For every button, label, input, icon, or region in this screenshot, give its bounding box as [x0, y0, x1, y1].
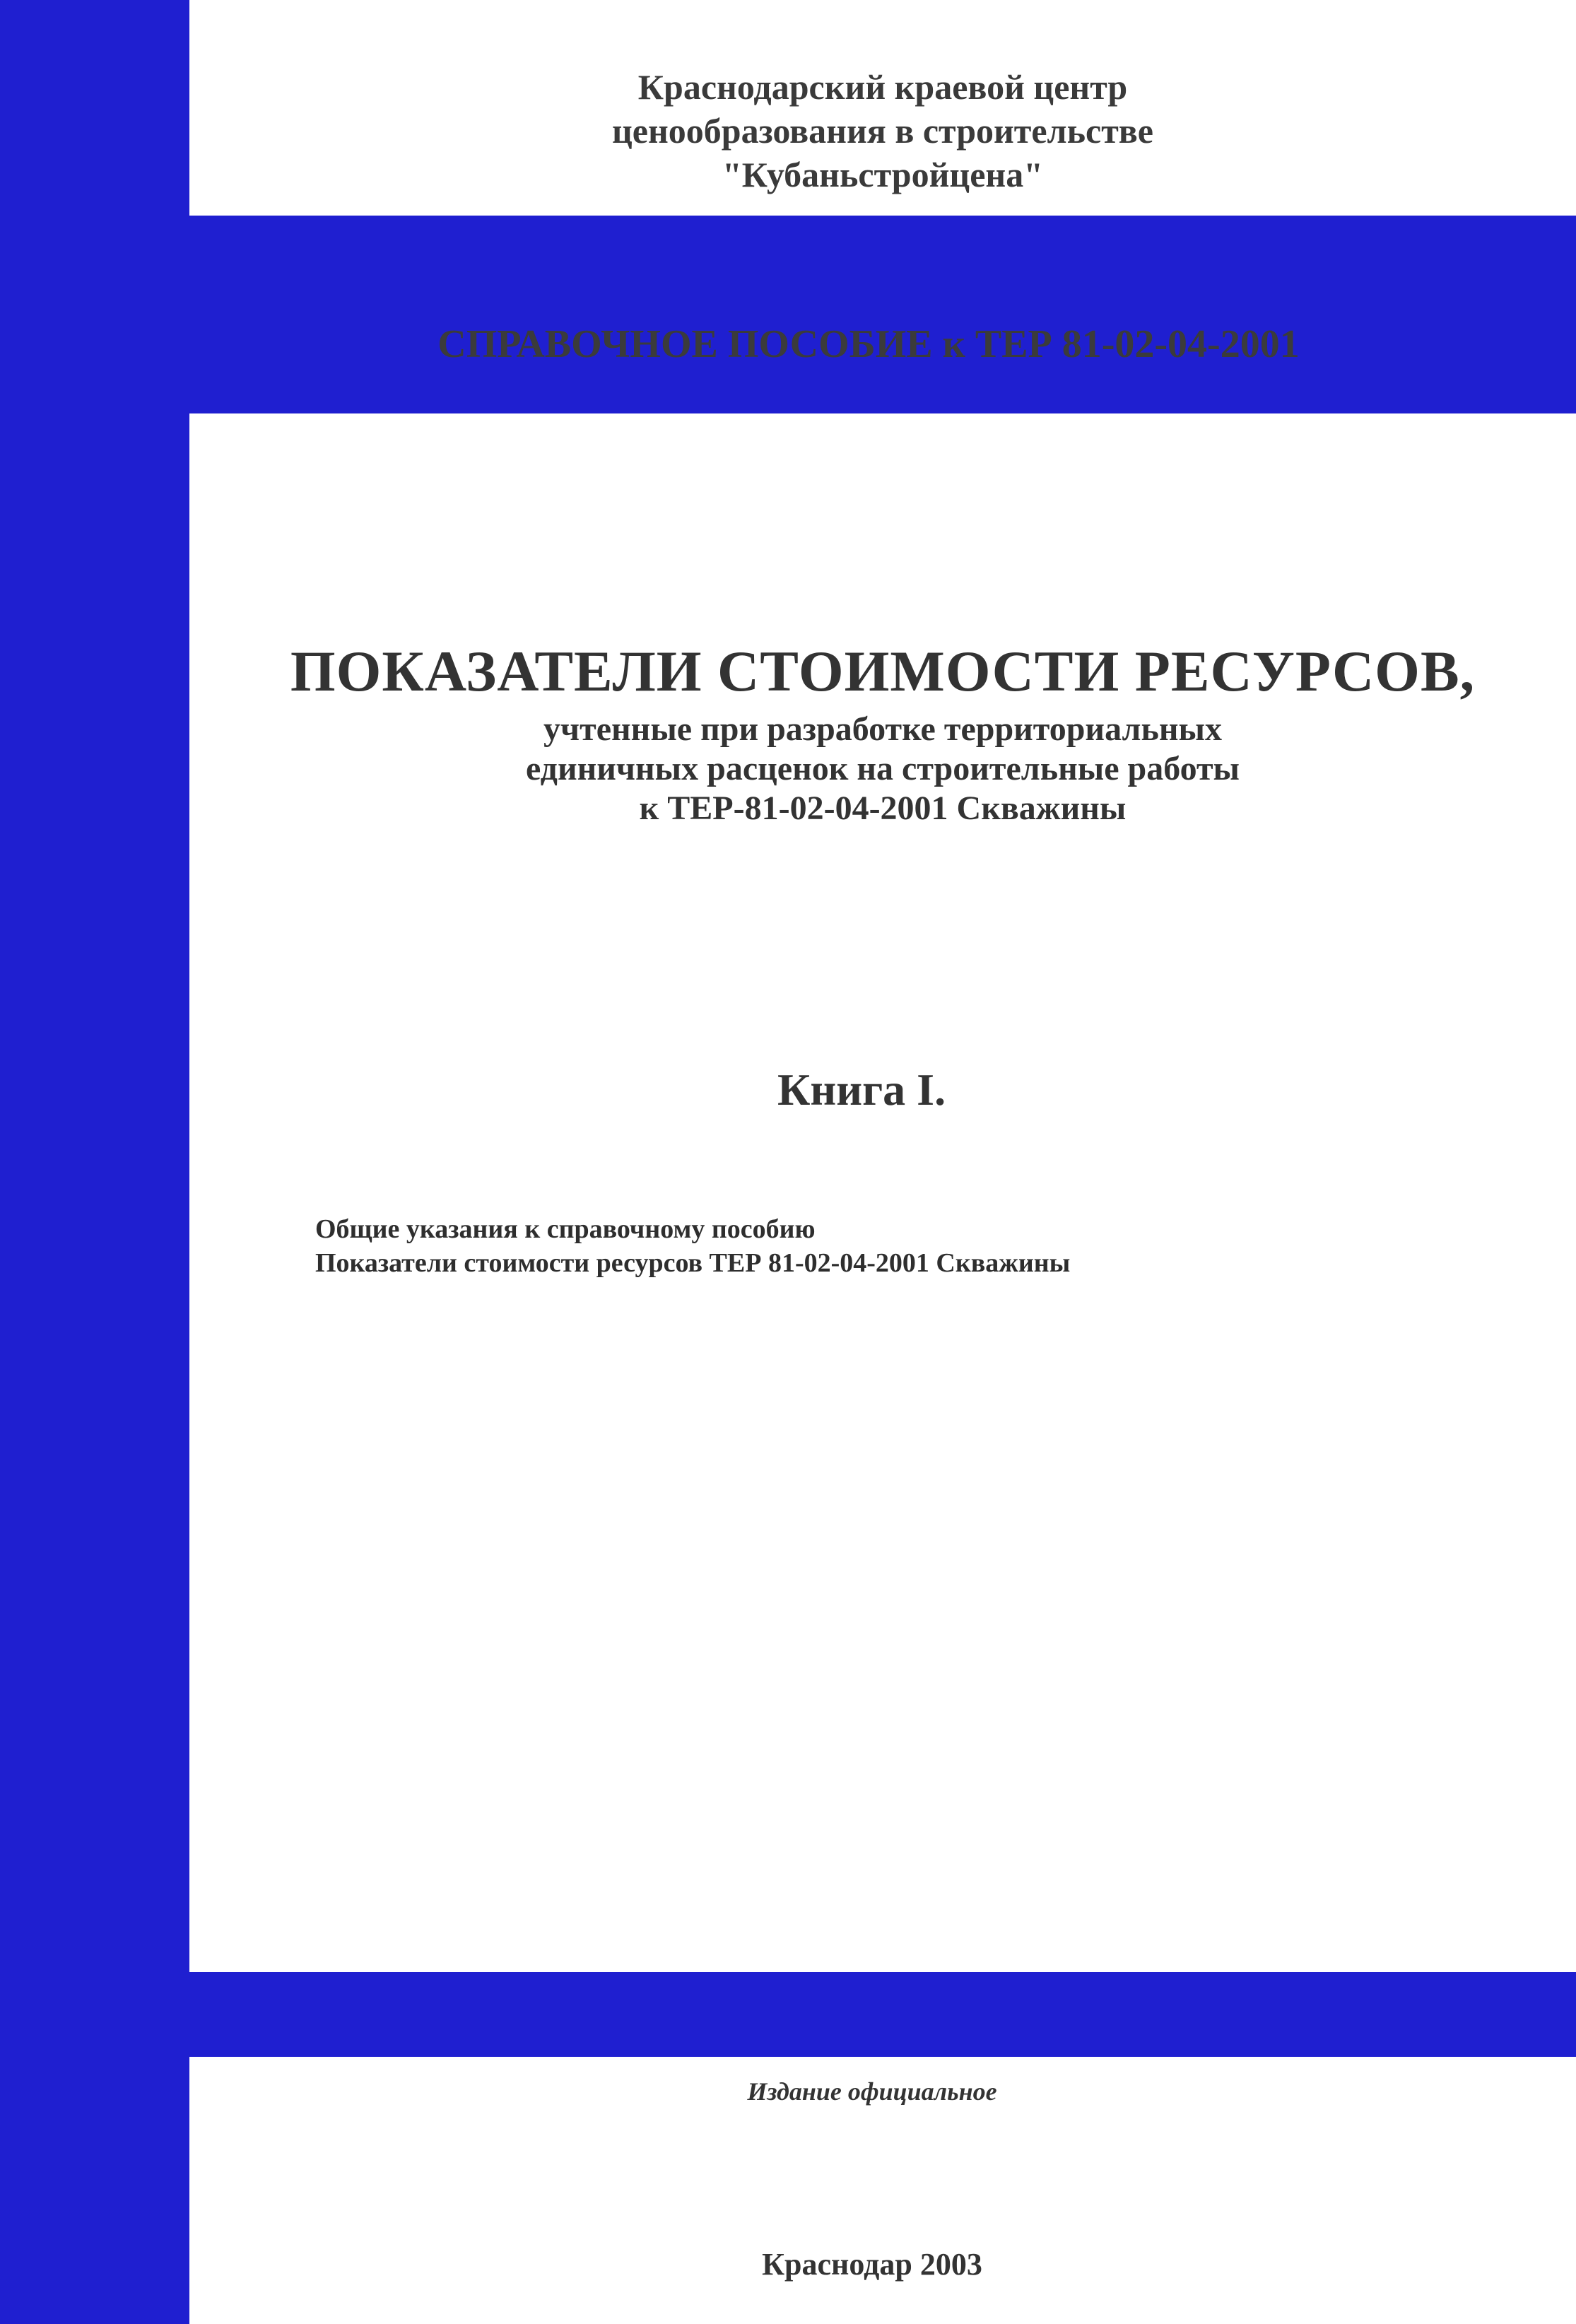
bottom-blue-band — [189, 1972, 1576, 2057]
document-subtitle — [189, 710, 1576, 828]
organization-line-1: Краснодарский краевой центр — [637, 67, 1128, 107]
contents-line-2: Показатели стоимости ресурсов ТЕР 81-02-04-2001 Скважины — [315, 1248, 1071, 1278]
subtitle-line-3: к ТЕР-81-02-04-2001 Скважины — [639, 790, 1127, 827]
subtitle-line-2: единичных расценок на строительные работы — [526, 750, 1240, 787]
place-and-year: Краснодар 2003 — [762, 2247, 982, 2282]
organization-line-3: "Кубаньстройцена" — [722, 155, 1043, 194]
contents-line-1: Общие указания к справочному пособию — [315, 1214, 816, 1244]
subtitle-line-1: учтенные при разработке территориальных — [543, 710, 1222, 748]
left-blue-stripe — [0, 0, 189, 2324]
official-edition-label: Издание официальное — [747, 2077, 997, 2106]
book-number: Книга I. — [777, 1064, 946, 1115]
organization-line-2: ценообразования в строительстве — [611, 111, 1153, 151]
document-main-title: ПОКАЗАТЕЛИ СТОИМОСТИ РЕСУРСОВ, — [290, 639, 1476, 703]
contents-list — [315, 1212, 1070, 1280]
organization-header — [189, 65, 1576, 196]
reference-manual-title: СПРАВОЧНОЕ ПОСОБИЕ к ТЕР 81-02-04-2001 — [437, 322, 1300, 366]
top-blue-band — [189, 216, 1576, 413]
